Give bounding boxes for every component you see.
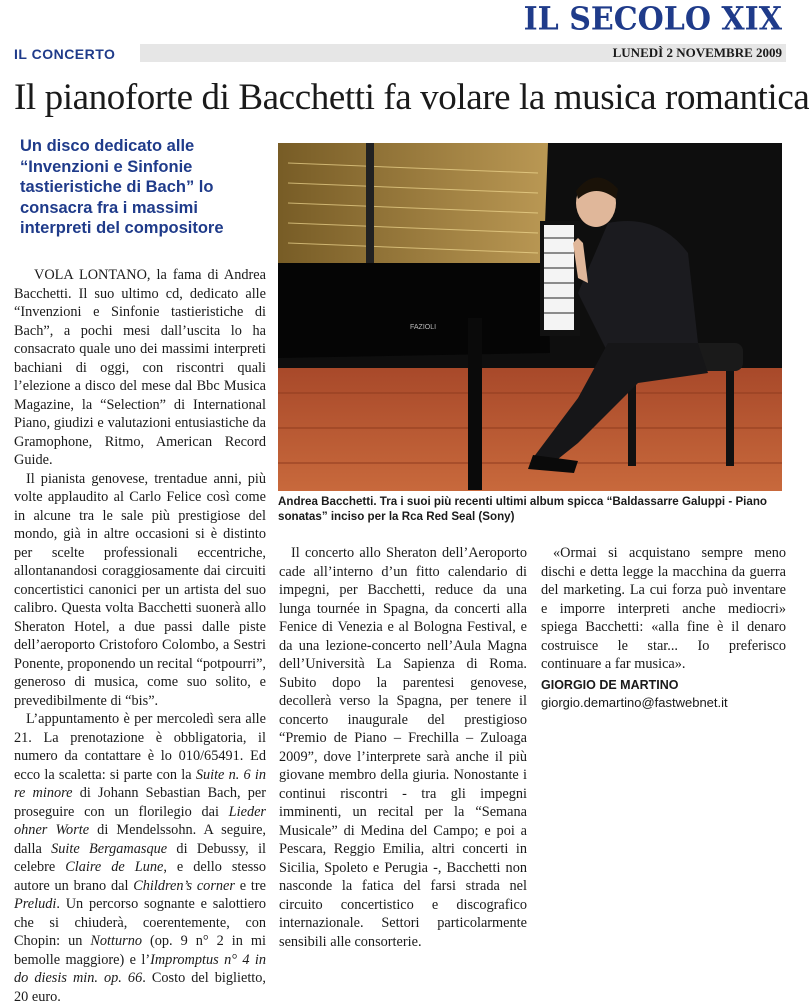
article-paragraph — [14, 710, 266, 1006]
paragraph-text: L’appuntamento è per mercoledì sera alle 21. La prenotazione è obbligatoria, il numero da contattare è lo 010/65491. Ed ecco la scaletta: si parte con la — [14, 711, 266, 783]
date-bar: LUNEDÌ 2 NOVEMBRE 2009 — [140, 44, 786, 62]
piano-brand: FAZIOLI — [410, 324, 437, 331]
article-paragraph — [14, 266, 266, 470]
paragraph-text: di Debussy, il celebre — [14, 840, 267, 875]
article-paragraph: Il pianista genovese, trentadue anni, più volte applaudito al Carlo Felice così come in alcune tra le sale più prestigiose del mondo, già in altre occasioni si è distinto per scelte professionali eccentriche, allontanandosi coraggiosamente dai circuiti concertistici canonici per un artista del suo calibro. Questa volta Bacchetti suonerà allo Sheraton Hotel, a due passi dalle piste dell’aeroporto Cristoforo Colombo, a Sestri Ponente, proponendo un recital “potpourri”, generoso di musica, come suo solito, e prevedibilmente di “bis”. — [14, 470, 266, 709]
work-title: Children’s corner — [133, 877, 235, 894]
article-column-1 — [14, 266, 266, 1006]
author-email[interactable]: giorgio.demartino@fastwebnet.it — [541, 695, 728, 710]
paragraph-text: . Costo del biglietto, 20 euro. — [14, 970, 266, 1005]
paragraph-text: , e dello stesso autore un brano dal — [14, 859, 267, 894]
paragraph-text: e tre — [234, 877, 266, 894]
section-label: IL CONCERTO — [14, 46, 116, 62]
paragraph-text: , la fama di Andrea Bacchetti. Il suo ultimo cd, dedicato alle “Invenzioni e Sinfonie tastieristiche di Bach”, a pochi mesi dall’uscita lo ha consacrato quale uno dei massimi interpreti bachiani di oggi, con riscontri quali l’elezione a disco del mese dal Bbc Musica Magazine, la “Selection” di International Piano, giudizi e valutazioni entusiastiche da Gramophone, Ritmo, American Record Guide. — [14, 267, 267, 468]
subhead: Un disco dedicato alle “Invenzioni e Sinfonie tastieristiche di Bach” lo consacra fra i massimi interpreti del compositore — [20, 137, 224, 237]
paragraph-text: . Un percorso sognante e salottiero che si chiuderà, coerentemente, con Chopin: un — [14, 896, 266, 949]
work-title: Lieder ohner Worte — [14, 803, 266, 838]
work-title: Notturno — [90, 933, 142, 949]
work-title: Suite n. 6 in re minore — [14, 766, 266, 801]
article-column-3 — [541, 544, 786, 934]
top-bar — [14, 42, 786, 66]
paragraph-text: di Mendelssohn. A seguire, dalla — [14, 822, 266, 857]
lead-in: VOLA LONTANO — [34, 267, 147, 283]
headline: Il pianoforte di Bacchetti fa volare la musica romantica — [14, 77, 809, 118]
article-paragraph: «Ormai si acquistano sempre meno dischi e detta legge la macchina da guerra del marketing. La cui forza può inventare e imporre interpreti anche mediocri» spiega Bacchetti: «alla fine è il denaro costruisce le star... Io preferisco continuare a far musica». — [541, 545, 786, 672]
photo-caption: Andrea Bacchetti. Tra i suoi più recenti ultimi album spicca “Baldassarre Galuppi - Piano sonatas” inciso per la Rca Red Seal (Sony) — [278, 495, 768, 523]
masthead-logo: IL SECOLO XIX — [523, 1, 782, 38]
work-title: Claire de Lune — [65, 859, 164, 875]
paragraph-text: (op. 9 n° 2 in mi bemolle maggiore) e l’ — [14, 933, 266, 968]
work-title: Suite Bergamasque — [51, 840, 168, 857]
paragraph-text: di Johann Sebastian Bach, per proseguire con un florilegio dai — [14, 785, 266, 820]
article-paragraph: Il concerto allo Sheraton dell’Aeroporto cade all’interno d’un fitto calendario di impegni, per Bacchetti, reduce da una lunga tournée in Spagna, da concerti alla Fenice di Venezia e al Bologna Festival, e da una lezione-concerto nell’Aula Magna dell’Università La Sapienza di Roma. Subito dopo la parentesi genovese, decollerà verso la Spagna, per tenere il concerto inaugurale del prestigioso “Premio de Piano – Frechilla – Zuloaga 2009”, dove l’interprete sarà anche il più giovane membro della giuria. Nonostante i continui riscontri - tra gli impegni imminenti, un recital per la “Semana Musicale” di Medina del Campo; e poi a Pescara, Reggio Emilia, altri concerti in Sicilia, Spoleto e Perugia -, Bacchetti non nasconde la fatica del farsi strada nel circuito concertistico e discografico internazionale. Settori particolarmente sensibili alle consorterie. — [279, 545, 527, 950]
article-photo — [278, 143, 782, 491]
byline: GIORGIO DE MARTINO — [541, 677, 679, 692]
work-title: Impromptus n° 4 in do diesis min. op. 66 — [14, 951, 267, 986]
work-title: Preludi — [14, 896, 57, 912]
pianist-photo — [278, 143, 782, 491]
article-column-2 — [279, 544, 527, 950]
